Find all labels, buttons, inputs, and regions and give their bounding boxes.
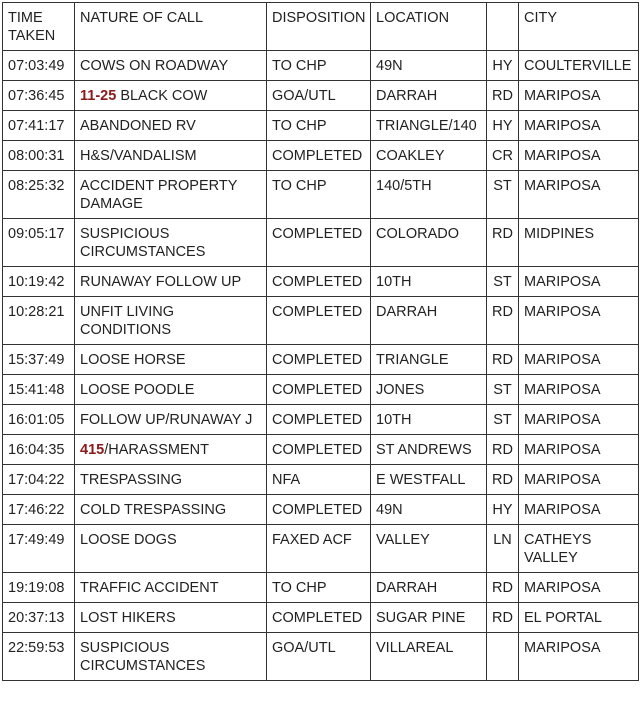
cell-city: MARIPOSA [519, 267, 639, 297]
cell-suffix: ST [487, 375, 519, 405]
call-log-table [2, 2, 639, 681]
cell-time: 17:46:22 [3, 495, 75, 525]
cell-time: 15:41:48 [3, 375, 75, 405]
cell-nature [75, 633, 267, 681]
cell-suffix [487, 633, 519, 681]
cell-time: 07:41:17 [3, 111, 75, 141]
cell-disposition: COMPLETED [267, 405, 371, 435]
call-code: 415 [80, 442, 105, 458]
cell-disposition: GOA/UTL [267, 633, 371, 681]
call-nature-text: BLACK COW [116, 88, 208, 104]
call-nature-text: UNFIT LIVING CONDITIONS [80, 304, 174, 338]
cell-suffix: CR [487, 141, 519, 171]
cell-location: JONES [371, 375, 487, 405]
call-nature-text: TRAFFIC ACCIDENT [80, 580, 219, 596]
cell-suffix: ST [487, 267, 519, 297]
cell-time: 09:05:17 [3, 219, 75, 267]
cell-suffix: RD [487, 219, 519, 267]
header-time-taken: TIME TAKEN [3, 3, 75, 51]
cell-city: MARIPOSA [519, 111, 639, 141]
cell-disposition: COMPLETED [267, 267, 371, 297]
header-nature-of-call: NATURE OF CALL [75, 3, 267, 51]
cell-suffix: HY [487, 51, 519, 81]
cell-suffix: ST [487, 171, 519, 219]
cell-nature [75, 495, 267, 525]
cell-disposition: NFA [267, 465, 371, 495]
table-row [3, 297, 639, 345]
cell-location: DARRAH [371, 297, 487, 345]
cell-location: DARRAH [371, 573, 487, 603]
cell-time: 07:36:45 [3, 81, 75, 111]
cell-location: DARRAH [371, 81, 487, 111]
cell-suffix: HY [487, 111, 519, 141]
table-row [3, 51, 639, 81]
header-row [3, 3, 639, 51]
cell-location: TRIANGLE [371, 345, 487, 375]
call-nature-text: ACCIDENT PROPERTY DAMAGE [80, 178, 238, 212]
cell-city: COULTERVILLE [519, 51, 639, 81]
cell-city: MARIPOSA [519, 495, 639, 525]
cell-suffix: RD [487, 573, 519, 603]
cell-location: TRIANGLE/140 [371, 111, 487, 141]
cell-city: MARIPOSA [519, 573, 639, 603]
cell-disposition: COMPLETED [267, 345, 371, 375]
table-body [3, 51, 639, 681]
cell-city: MIDPINES [519, 219, 639, 267]
table-row [3, 267, 639, 297]
cell-nature [75, 51, 267, 81]
call-nature-text: LOOSE HORSE [80, 352, 186, 368]
cell-disposition: COMPLETED [267, 435, 371, 465]
cell-suffix: HY [487, 495, 519, 525]
table-row [3, 375, 639, 405]
cell-time: 07:03:49 [3, 51, 75, 81]
call-nature-text: COLD TRESPASSING [80, 502, 227, 518]
cell-disposition: COMPLETED [267, 495, 371, 525]
call-nature-text: FOLLOW UP/RUNAWAY J [80, 412, 253, 428]
cell-nature [75, 405, 267, 435]
cell-disposition: COMPLETED [267, 603, 371, 633]
cell-disposition: TO CHP [267, 51, 371, 81]
header-disposition: DISPOSITION [267, 3, 371, 51]
call-nature-text: LOOSE POODLE [80, 382, 195, 398]
cell-nature [75, 171, 267, 219]
cell-nature [75, 81, 267, 111]
call-nature-text: COWS ON ROADWAY [80, 58, 229, 74]
cell-location: COLORADO [371, 219, 487, 267]
cell-disposition: GOA/UTL [267, 81, 371, 111]
cell-nature [75, 573, 267, 603]
cell-city: MARIPOSA [519, 171, 639, 219]
cell-disposition: FAXED ACF [267, 525, 371, 573]
cell-city: MARIPOSA [519, 633, 639, 681]
table-row [3, 171, 639, 219]
cell-time: 10:19:42 [3, 267, 75, 297]
cell-suffix: RD [487, 465, 519, 495]
table-row [3, 111, 639, 141]
cell-nature [75, 345, 267, 375]
cell-time: 16:01:05 [3, 405, 75, 435]
cell-nature [75, 141, 267, 171]
cell-city: MARIPOSA [519, 345, 639, 375]
cell-suffix: RD [487, 81, 519, 111]
cell-location: VALLEY [371, 525, 487, 573]
cell-city: EL PORTAL [519, 603, 639, 633]
call-nature-text: ABANDONED RV [80, 118, 196, 134]
cell-suffix: ST [487, 405, 519, 435]
cell-nature [75, 375, 267, 405]
cell-city: MARIPOSA [519, 465, 639, 495]
cell-nature [75, 111, 267, 141]
cell-time: 16:04:35 [3, 435, 75, 465]
cell-location: 10TH [371, 267, 487, 297]
cell-location: 49N [371, 495, 487, 525]
call-nature-text: RUNAWAY FOLLOW UP [80, 274, 242, 290]
cell-suffix: RD [487, 603, 519, 633]
cell-location: SUGAR PINE [371, 603, 487, 633]
cell-time: 22:59:53 [3, 633, 75, 681]
cell-time: 10:28:21 [3, 297, 75, 345]
cell-suffix: RD [487, 345, 519, 375]
table-row [3, 81, 639, 111]
cell-time: 20:37:13 [3, 603, 75, 633]
cell-disposition: COMPLETED [267, 297, 371, 345]
cell-nature [75, 525, 267, 573]
table-row [3, 525, 639, 573]
table-row [3, 345, 639, 375]
cell-time: 19:19:08 [3, 573, 75, 603]
call-nature-text: /HARASSMENT [104, 442, 209, 458]
cell-city: MARIPOSA [519, 81, 639, 111]
table-row [3, 405, 639, 435]
cell-location: 49N [371, 51, 487, 81]
table-row [3, 603, 639, 633]
cell-location: 10TH [371, 405, 487, 435]
table-row [3, 495, 639, 525]
cell-city: MARIPOSA [519, 405, 639, 435]
cell-time: 17:49:49 [3, 525, 75, 573]
cell-city: CATHEYS VALLEY [519, 525, 639, 573]
call-nature-text: H&S/VANDALISM [80, 148, 197, 164]
cell-disposition: TO CHP [267, 573, 371, 603]
cell-suffix: LN [487, 525, 519, 573]
cell-suffix: RD [487, 297, 519, 345]
cell-city: MARIPOSA [519, 297, 639, 345]
cell-disposition: TO CHP [267, 171, 371, 219]
cell-disposition: COMPLETED [267, 141, 371, 171]
call-nature-text: LOST HIKERS [80, 610, 176, 626]
cell-city: MARIPOSA [519, 141, 639, 171]
cell-city: MARIPOSA [519, 435, 639, 465]
cell-location: ST ANDREWS [371, 435, 487, 465]
table-row [3, 141, 639, 171]
table-row [3, 219, 639, 267]
header-location: LOCATION [371, 3, 487, 51]
table-row [3, 465, 639, 495]
cell-nature [75, 465, 267, 495]
cell-time: 08:25:32 [3, 171, 75, 219]
cell-disposition: COMPLETED [267, 375, 371, 405]
cell-time: 17:04:22 [3, 465, 75, 495]
cell-nature [75, 219, 267, 267]
cell-location: E WESTFALL [371, 465, 487, 495]
call-code: 11-25 [80, 88, 117, 104]
cell-disposition: TO CHP [267, 111, 371, 141]
call-nature-text: SUSPICIOUS CIRCUMSTANCES [80, 226, 206, 260]
cell-time: 15:37:49 [3, 345, 75, 375]
cell-location: 140/5TH [371, 171, 487, 219]
cell-location: VILLAREAL [371, 633, 487, 681]
call-nature-text: LOOSE DOGS [80, 532, 177, 548]
cell-location: COAKLEY [371, 141, 487, 171]
cell-time: 08:00:31 [3, 141, 75, 171]
cell-suffix: RD [487, 435, 519, 465]
cell-disposition: COMPLETED [267, 219, 371, 267]
cell-city: MARIPOSA [519, 375, 639, 405]
table-row [3, 633, 639, 681]
cell-nature [75, 435, 267, 465]
call-nature-text: TRESPASSING [80, 472, 183, 488]
cell-nature [75, 603, 267, 633]
cell-nature [75, 297, 267, 345]
table-row [3, 435, 639, 465]
header-city: CITY [519, 3, 639, 51]
header-suffix [487, 3, 519, 51]
table-row [3, 573, 639, 603]
cell-nature [75, 267, 267, 297]
call-nature-text: SUSPICIOUS CIRCUMSTANCES [80, 640, 206, 674]
